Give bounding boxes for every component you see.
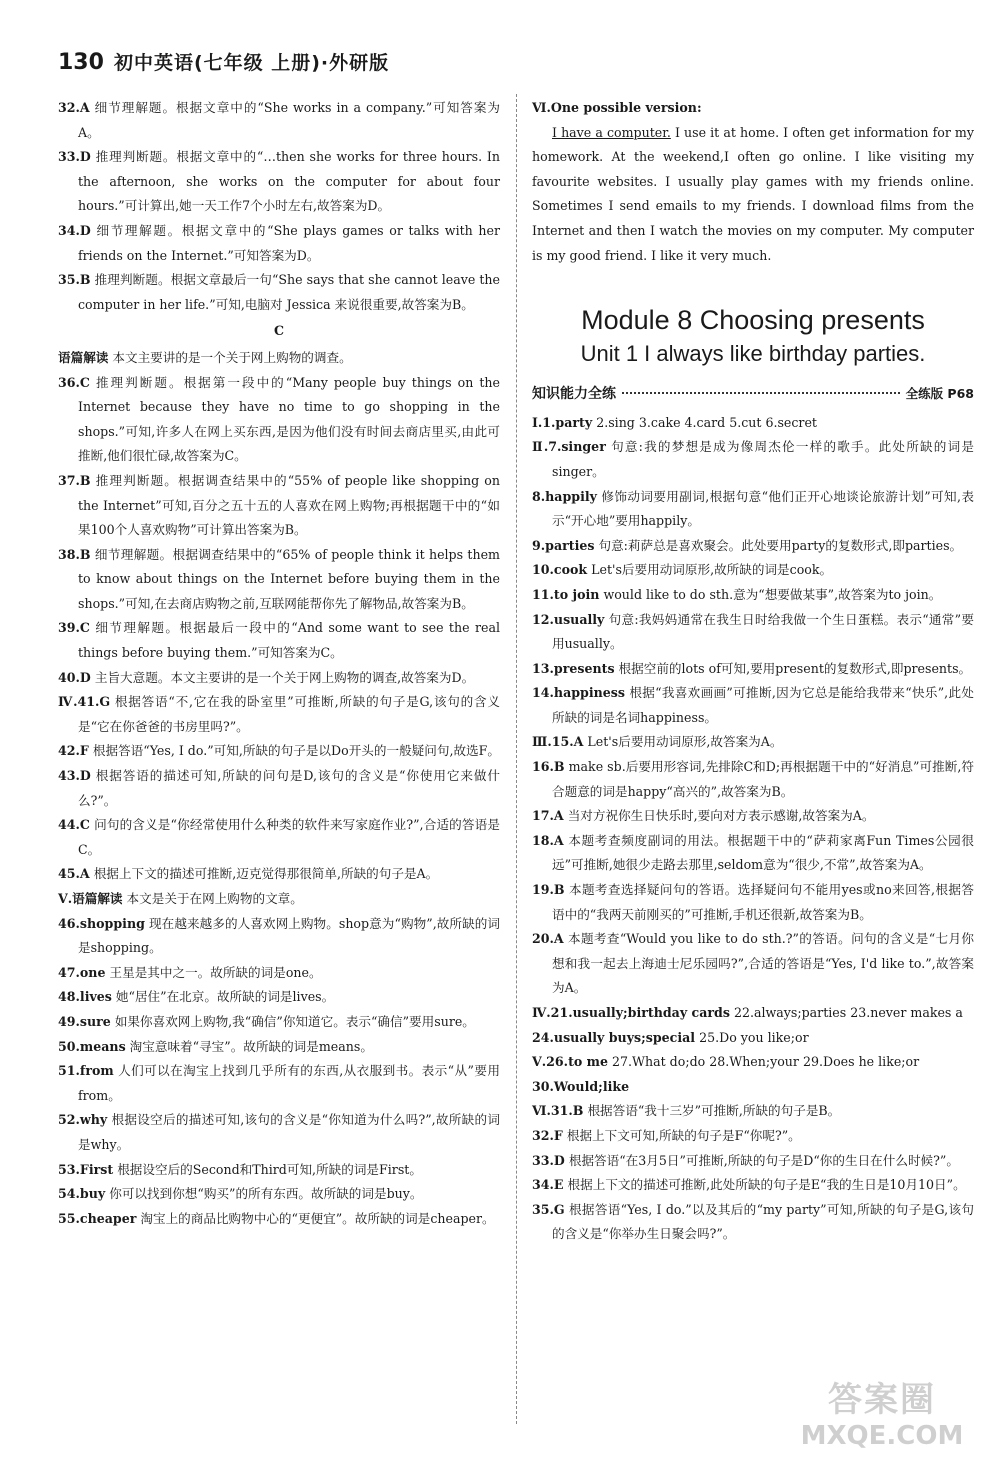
- answer-number: Ⅴ.语篇解读: [58, 891, 123, 906]
- module-title: Module 8 Choosing presents: [581, 305, 925, 336]
- answer-explanation: 本题考查频度副词的用法。根据题干中的“萨莉家离Fun Times公园很远”可推断,她很少走路去那里,seldom意为“很少,不常”,故答案为A。: [552, 832, 974, 873]
- answer-entry: [532, 755, 974, 804]
- answer-explanation: 王星是其中之一。故所缺的词是one。: [109, 964, 322, 980]
- answer-explanation: 本文主要讲的是一个关于网上购物的调查。: [112, 349, 352, 365]
- answer-explanation: 推理判断题。根据文章中的“…then she works for three hours. In the afternoon, she works on the computer for about four hours.”可计算出,她一天工作7个小时左右,故答案为D。: [78, 149, 500, 214]
- answer-explanation: 句意:莉萨总是喜欢聚会。此处要用party的复数形式,即parties。: [598, 537, 963, 553]
- answer-entry: [532, 1099, 974, 1124]
- answer-number: Ⅲ.15.A: [532, 734, 584, 750]
- answer-entry: [58, 690, 500, 739]
- answer-entry: [58, 1182, 500, 1207]
- answer-entry: [58, 1035, 500, 1060]
- answer-entry: [58, 1207, 500, 1232]
- answer-number: 44.C: [58, 817, 90, 833]
- answer-number: Ⅱ.7.singer: [532, 439, 606, 455]
- answer-explanation: 句意:我的梦想是成为像周杰伦一样的歌手。此处所缺的词是singer。: [552, 439, 974, 479]
- page-header: [58, 48, 389, 80]
- answer-number: 8.happily: [532, 488, 597, 504]
- answer-entry: [58, 616, 500, 665]
- answer-explanation: 推理判断题。根据调查结果中的“55% of people like shopping on the Internet”可知,百分之五十五的人喜欢在网上购物;再根据题干中的“如果100个人喜欢购物”可计算出答案为B。: [78, 472, 500, 538]
- answer-number: 43.D: [58, 768, 91, 784]
- answer-explanation: 现在越来越多的人喜欢网上购物。shop意为“购物”,故所缺的词是shopping。: [78, 915, 500, 956]
- answer-explanation: 根据答语“不,它在我的卧室里”可推断,所缺的句子是G,该句的含义是“它在你爸爸的书房里吗?”。: [78, 694, 501, 734]
- answer-number: Ⅴ.26.to me: [532, 1054, 609, 1070]
- page-number: 130: [58, 50, 104, 75]
- sample-essay: [532, 121, 974, 269]
- answer-number: 40.D: [58, 669, 91, 685]
- answer-entry: [532, 1075, 974, 1100]
- answer-number: Ⅳ.21.usually;birthday cards: [532, 1005, 730, 1020]
- answer-number: 30.Would;like: [532, 1078, 630, 1094]
- answer-entry: [58, 1108, 500, 1157]
- answer-entry: [532, 583, 974, 608]
- watermark-bottom: MXQE.COM: [800, 1421, 964, 1451]
- section-header: [532, 382, 974, 407]
- answer-explanation: 本文是关于在网上购物的文章。: [126, 891, 303, 906]
- answer-explanation: Let's后要用动词原形,故答案为A。: [587, 734, 783, 750]
- answer-explanation: 问句的含义是“你经常使用什么种类的软件来写家庭作业?”,合适的答语是C。: [78, 817, 500, 857]
- answer-entry: [532, 927, 974, 1001]
- answer-explanation: 句意:我妈妈通常在我生日时给我做一个生日蛋糕。表示“通常”要用usually。: [552, 611, 974, 652]
- right-column: [532, 96, 974, 1247]
- answer-number: 16.B: [532, 759, 565, 775]
- answer-explanation: 根据上下文可知,所缺的句子是F“你呢?”。: [566, 1127, 801, 1143]
- unit-title: Unit 1 I always like birthday parties.: [580, 341, 926, 367]
- answer-explanation: 细节理解题。根据文章中的“She plays games or talks with her friends on the Internet.”可知答案为D。: [78, 222, 500, 263]
- watermark-logo: [782, 1372, 982, 1462]
- answer-entry: [532, 1026, 974, 1051]
- answer-explanation: 当对方祝你生日快乐时,要向对方表示感谢,故答案为A。: [567, 808, 875, 824]
- answer-number: 47.one: [58, 964, 106, 980]
- dotted-leader: [622, 392, 900, 394]
- answer-explanation: 细节理解题。根据调查结果中的“65% of people think it helps them to know about things on the Internet before buying them in the shops.”可知,在去商店购物之前,互联网能帮你先了解物品,故答案为B。: [78, 546, 500, 611]
- answer-entry: [58, 219, 500, 268]
- answer-entry: [532, 411, 974, 436]
- answer-explanation: 推理判断题。根据文章最后一句“She says that she cannot leave the computer in her life.”可知,电脑对 Jessica 来说很重要,故答案为B。: [78, 272, 500, 312]
- answer-entry: [58, 543, 500, 617]
- answer-explanation: 22.always;parties 23.never makes a: [733, 1005, 963, 1020]
- answer-explanation: 淘宝意味着“寻宝”。故所缺的词是means。: [129, 1038, 373, 1054]
- answer-explanation: 根据答语“我十三岁”可推断,所缺的句子是B。: [587, 1103, 841, 1119]
- answer-explanation: 细节理解题。根据最后一段中的“And some want to see the real things before buying them.”可知答案为C。: [78, 620, 500, 661]
- answer-entry: [58, 739, 500, 764]
- answer-number: 55.cheaper: [58, 1210, 137, 1226]
- answer-explanation: 如果你喜欢网上购物,我“确信”你知道它。表示“确信”要用sure。: [114, 1013, 475, 1029]
- answer-explanation: 25.Do you like;or: [699, 1029, 809, 1045]
- answer-entry: [532, 558, 974, 583]
- answer-explanation: make sb.后要用形容词,先排除C和D;再根据题干中的“好消息”可推断,符合题意的词是happy“高兴的”,故答案为B。: [552, 759, 974, 799]
- answer-entry: [58, 346, 500, 371]
- answer-number: 35.G: [532, 1201, 565, 1217]
- answer-entry: [58, 813, 500, 862]
- answer-entry: [58, 371, 500, 469]
- answer-number: 33.D: [532, 1152, 565, 1168]
- answer-number: 19.B: [532, 882, 565, 898]
- answer-entry: [58, 145, 500, 219]
- answer-entry: [532, 534, 974, 559]
- answer-number: 42.F: [58, 743, 89, 759]
- answer-number: 34.D: [58, 222, 91, 238]
- section-header-left: 知识能力全练: [532, 386, 616, 403]
- answer-explanation: 根据答语“在3月5日”可推断,所缺的句子是D“你的生日在什么时候?”。: [568, 1152, 959, 1168]
- answer-explanation: Let's后要用动词原形,故所缺的词是cook。: [591, 562, 833, 578]
- answer-entry: [58, 862, 500, 887]
- answer-number: 9.parties: [532, 537, 595, 553]
- answer-explanation: 根据答语“Yes, I do.”可知,所缺的句子是以Do开头的一般疑问句,故选F。: [92, 743, 500, 759]
- answer-number: 39.C: [58, 620, 90, 636]
- answer-number: 51.from: [58, 1063, 114, 1079]
- answer-number: 36.C: [58, 374, 90, 390]
- answer-entry: [58, 1158, 500, 1183]
- answer-explanation: 根据空前的lots of可知,要用present的复数形式,即presents。: [618, 660, 972, 676]
- answer-entry: [532, 435, 974, 484]
- answer-number: 14.happiness: [532, 685, 625, 701]
- answer-explanation: 细节理解题。根据文章中的“She works in a company.”可知答案为A。: [78, 100, 500, 140]
- answer-explanation: 人们可以在淘宝上找到几乎所有的东西,从衣服到书。表示“从”要用from。: [78, 1063, 500, 1103]
- watermark-top: 答案圈: [828, 1380, 936, 1420]
- answer-entry: [58, 764, 500, 813]
- answer-number: 33.D: [58, 149, 91, 165]
- answer-explanation: 根据答语“Yes, I do.”以及其后的“my party”可知,所缺的句子是G,该句的含义是“你举办生日聚会吗?”。: [552, 1201, 974, 1242]
- answer-number: 语篇解读: [58, 349, 109, 365]
- answer-number: 35.B: [58, 272, 91, 288]
- answer-entry: [58, 666, 500, 691]
- answer-entry: [58, 985, 500, 1010]
- answer-number: 52.why: [58, 1112, 108, 1128]
- answer-number: Ⅰ.1.party: [532, 414, 593, 430]
- answer-explanation: would like to do sth.意为“想要做某事”,故答案为to join。: [603, 586, 942, 602]
- answer-entry: [58, 1059, 500, 1108]
- answer-number: 54.buy: [58, 1186, 106, 1202]
- answer-number: 46.shopping: [58, 915, 145, 931]
- answer-number: 37.B: [58, 472, 91, 488]
- answer-explanation: 推理判断题。根据第一段中的“Many people buy things on the Internet because they have no time to go shopping in the shops.”可知,许多人在网上买东西,是因为他们没有时间去商店里买,由此可推断,他们很忙碌,故答案为C。: [78, 374, 500, 464]
- answer-explanation: 2.sing 3.cake 4.card 5.cut 6.secret: [596, 414, 817, 430]
- answer-entry: [532, 1198, 974, 1247]
- answer-number: 32.A: [58, 100, 90, 115]
- answer-number: 24.usually buys;special: [532, 1029, 696, 1045]
- answer-entry: [58, 912, 500, 961]
- answer-explanation: 淘宝上的商品比购物中心的“更便宜”。故所缺的词是cheaper。: [140, 1210, 495, 1226]
- answer-number: 45.A: [58, 866, 90, 882]
- answer-explanation: 本题考查“Would you like to do sth.?”的答语。问句的含义是“七月你想和我一起去上海迪士尼乐园吗?”,合适的答语是“Yes, I'd like to.”,故答案为A。: [552, 931, 974, 996]
- answer-entry: [58, 268, 500, 317]
- answer-number: 11.to join: [532, 586, 600, 602]
- answer-entry: [532, 1173, 974, 1198]
- book-title: 初中英语(七年级 上册)·外研版: [113, 52, 390, 74]
- answer-explanation: 修饰动词要用副词,根据句意“他们正开心地谈论旅游计划”可知,表示“开心地”要用happily。: [552, 488, 974, 529]
- answer-entry: [58, 96, 500, 145]
- answer-explanation: 本题考查选择疑问句的答语。选择疑问句不能用yes或no来回答,根据答语中的“我两天前刚买的”可推断,手机还很新,故答案为B。: [552, 882, 974, 922]
- answer-number: 12.usually: [532, 611, 605, 627]
- right-answers: [532, 411, 974, 1247]
- answer-explanation: 根据“我喜欢画画”可推断,因为它总是能给我带来“快乐”,此处所缺的词是名词happiness。: [552, 685, 974, 725]
- answer-explanation: 根据设空后的Second和Third可知,所缺的词是First。: [117, 1161, 422, 1177]
- answer-entry: [58, 1010, 500, 1035]
- answer-entry: [532, 829, 974, 878]
- answer-entry: [532, 878, 974, 927]
- answer-entry: [532, 608, 974, 657]
- answer-explanation: 27.What do;do 28.When;your 29.Does he like;or: [612, 1054, 920, 1070]
- answer-entry: [58, 961, 500, 986]
- answer-number: 13.presents: [532, 660, 615, 676]
- sample-body: I use it at home. I often get information for my homework. At the weekend,I often go online. I like visiting my favourite websites. I usually play games with my friends online. Sometimes I send emails to my friends. I download films from the Internet and then I watch the movies on my computer. My computer is my good friend. I like it very much.: [532, 124, 974, 263]
- section-heading: C: [273, 323, 285, 339]
- answer-entry: [58, 887, 500, 912]
- answer-entry: [532, 1149, 974, 1174]
- answer-entry: [58, 469, 500, 543]
- answer-explanation: 主旨大意题。本文主要讲的是一个关于网上购物的调查,故答案为D。: [94, 669, 475, 685]
- answer-entry: [532, 730, 974, 755]
- answer-entry: [532, 485, 974, 534]
- answer-entry: [532, 1050, 974, 1075]
- sample-title: Ⅵ.One possible version:: [532, 100, 702, 115]
- column-divider: [516, 94, 517, 1424]
- answer-entry: [532, 681, 974, 730]
- section-header-right: 全练版 P68: [905, 386, 974, 402]
- answer-number: Ⅵ.31.B: [532, 1103, 584, 1119]
- answer-entry: [532, 804, 974, 829]
- answer-explanation: 根据答语的描述可知,所缺的问句是D,该句的含义是“你使用它来做什么?”。: [78, 768, 500, 808]
- answer-number: 38.B: [58, 546, 91, 562]
- answer-explanation: 根据上下文的描述可推断,此处所缺的句子是E“我的生日是10月10日”。: [567, 1177, 966, 1193]
- answer-number: 17.A: [532, 808, 564, 824]
- answer-number: 50.means: [58, 1038, 126, 1054]
- answer-number: 48.lives: [58, 989, 112, 1005]
- answer-number: 53.First: [58, 1161, 114, 1177]
- answer-number: 34.E: [532, 1177, 564, 1193]
- left-column: [58, 96, 500, 1231]
- answer-explanation: 根据上下文的描述可推断,迈克觉得那很简单,所缺的句子是A。: [93, 866, 439, 882]
- answer-number: 49.sure: [58, 1013, 111, 1029]
- answer-explanation: 你可以找到你想“购买”的所有东西。故所缺的词是buy。: [109, 1186, 423, 1202]
- answer-explanation: 她“居住”在北京。故所缺的词是lives。: [115, 989, 335, 1005]
- answer-number: 18.A: [532, 832, 564, 848]
- answer-number: 32.F: [532, 1127, 563, 1143]
- answer-entry: [532, 1124, 974, 1149]
- answer-number: 10.cook: [532, 562, 588, 578]
- answer-number: Ⅳ.41.G: [58, 694, 111, 710]
- answer-entry: [532, 1001, 974, 1026]
- sample-first-sentence: I have a computer.: [552, 124, 671, 140]
- answer-entry: [532, 657, 974, 682]
- answer-number: 20.A: [532, 931, 564, 947]
- answer-explanation: 根据设空后的描述可知,该句的含义是“你知道为什么吗?”,故所缺的词是why。: [78, 1112, 500, 1152]
